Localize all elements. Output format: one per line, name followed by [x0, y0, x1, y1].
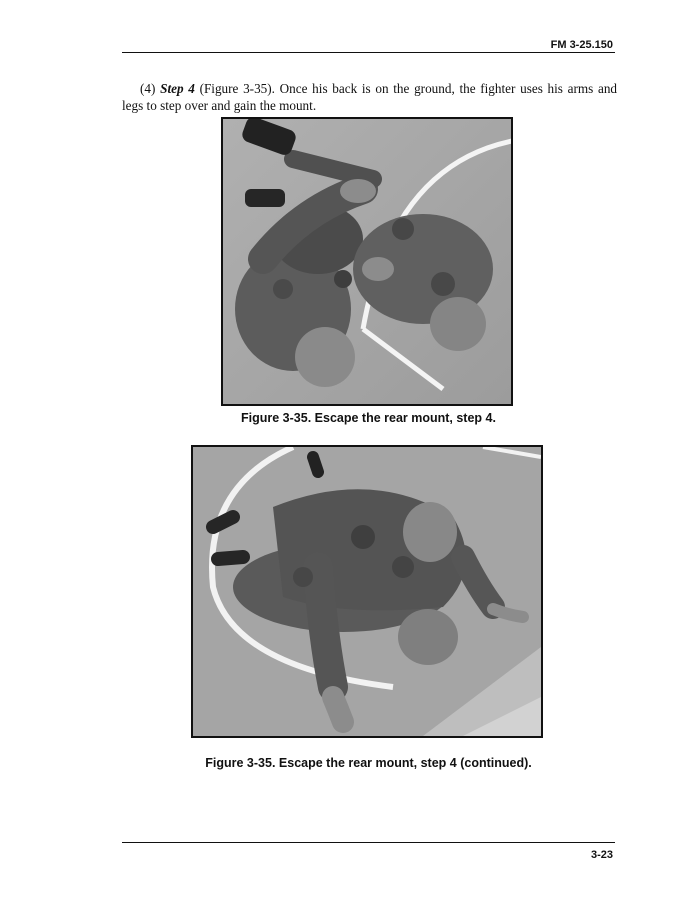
footer-rule [122, 842, 615, 843]
figure-caption-1: Figure 3-35. Escape the rear mount, step 4. [241, 411, 496, 425]
manual-id: FM 3-25.150 [550, 39, 613, 51]
page-number: 3-23 [590, 849, 613, 861]
header-rule [122, 52, 615, 53]
figure-photo-2 [191, 445, 543, 738]
figure-photo-1 [221, 117, 513, 406]
paragraph-text: (Figure 3-35). Once his back is on the ground, the fighter uses his arms and legs to step over and gain the mount. [122, 81, 618, 113]
step-paragraph [122, 80, 617, 114]
paragraph-number: (4) [140, 81, 156, 96]
figure-caption-2: Figure 3-35. Escape the rear mount, step 4 (continued). [205, 756, 532, 770]
step-label: Step 4 [160, 81, 195, 96]
